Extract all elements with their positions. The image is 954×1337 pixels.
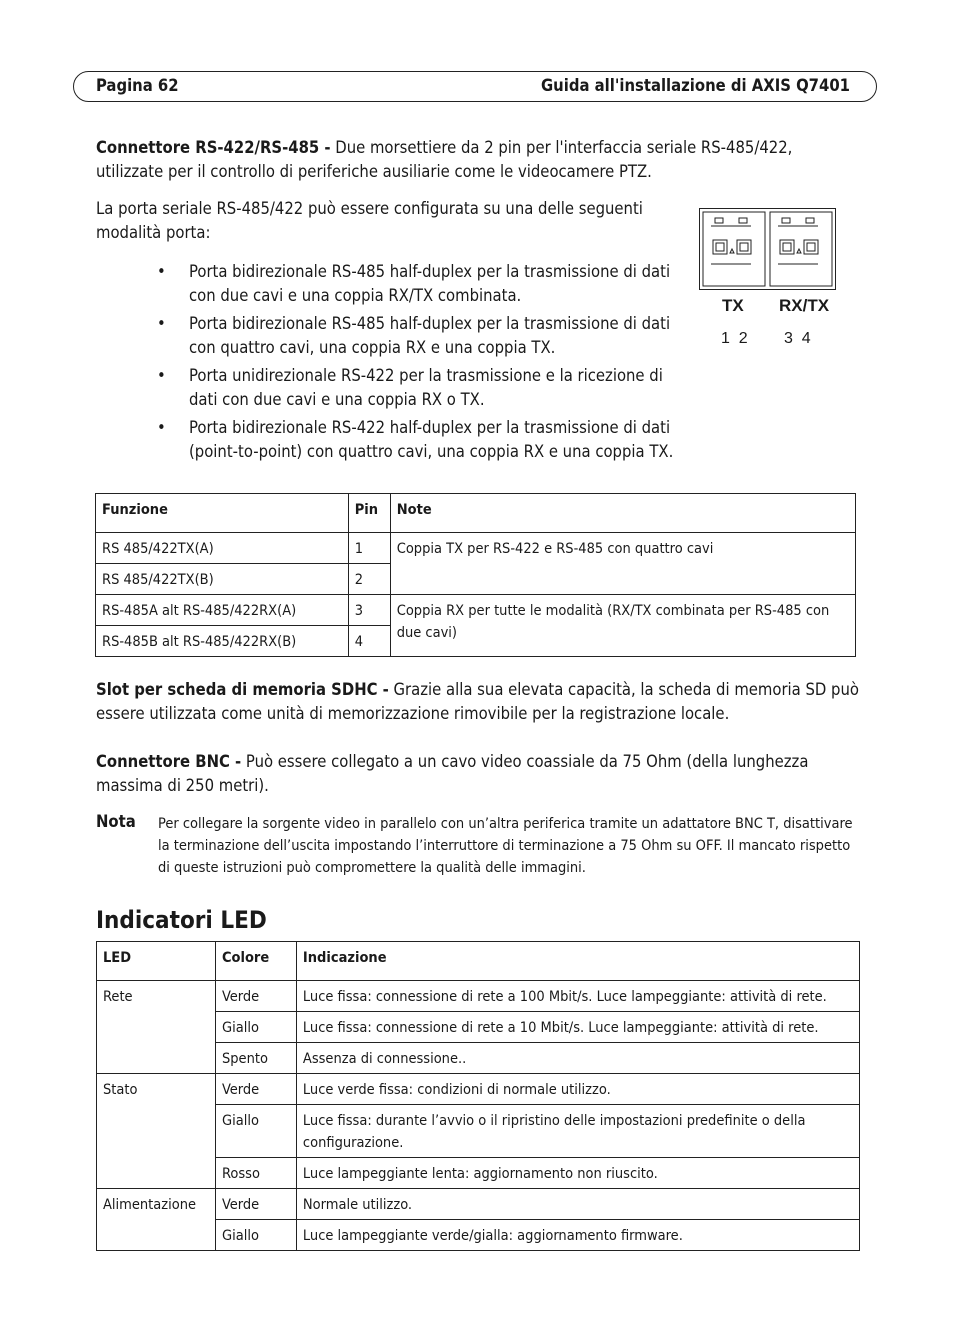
port-modes-list — [157, 260, 687, 468]
colore-cell: Giallo — [215, 1105, 296, 1158]
sdhc-paragraph — [96, 678, 861, 726]
note-label: Nota — [96, 812, 136, 831]
colore-cell: Rosso — [215, 1158, 296, 1189]
page-number: Pagina 62 — [96, 76, 179, 95]
led-cell: Rete — [97, 981, 216, 1074]
colore-cell: Giallo — [215, 1220, 296, 1251]
rxtx-label: RX/TX — [779, 296, 830, 315]
funzione-cell: RS 485/422TX(A) — [96, 533, 349, 564]
colore-cell: Giallo — [215, 1012, 296, 1043]
table-header: Funzione — [96, 494, 349, 533]
tx-label: TX — [722, 296, 744, 315]
table-row — [97, 1074, 860, 1105]
pin-cell: 2 — [348, 564, 390, 595]
colore-cell: Verde — [215, 1074, 296, 1105]
table-header: Pin — [348, 494, 390, 533]
table-row — [96, 533, 856, 564]
table-header: Indicazione — [296, 942, 859, 981]
note-cell: Coppia RX per tutte le modalità (RX/TX combinata per RS-485 con due cavi) — [390, 595, 855, 657]
indicazione-cell: Luce lampeggiante verde/gialla: aggiornamento firmware. — [296, 1220, 859, 1251]
bnc-paragraph — [96, 750, 856, 798]
list-item: • Porta bidirezionale RS-485 half-duplex per la trasmissione di dati con quattro cavi, una coppia RX e una coppia TX. — [157, 312, 687, 360]
terminal-block-tx — [711, 218, 751, 264]
pin-numbers-tx: 1 2 — [721, 330, 748, 347]
table-header: Colore — [215, 942, 296, 981]
colore-cell: Verde — [215, 1189, 296, 1220]
section-title: Indicatori LED — [96, 906, 267, 934]
colore-cell: Verde — [215, 981, 296, 1012]
led-table — [96, 941, 860, 1251]
sdhc-title: Slot per scheda di memoria SDHC - — [96, 680, 389, 699]
terminal-block-diagram — [699, 208, 836, 290]
list-item: • Porta bidirezionale RS-485 half-duplex per la trasmissione di dati con due cavi e una coppia RX/TX combinata. — [157, 260, 687, 308]
indicazione-cell: Luce fissa: connessione di rete a 10 Mbit/s. Luce lampeggiante: attività di rete. — [296, 1012, 859, 1043]
pin-cell: 4 — [348, 626, 390, 657]
colore-cell: Spento — [215, 1043, 296, 1074]
pin-table — [95, 493, 856, 657]
table-row — [97, 1189, 860, 1220]
led-cell: Alimentazione — [97, 1189, 216, 1251]
funzione-cell: RS 485/422TX(B) — [96, 564, 349, 595]
rs-connector-text: Due morsettiere da 2 pin per l'interfaccia seriale RS-485/422, utilizzate per il controllo di periferiche ausiliarie come le videocamere PTZ. — [96, 138, 793, 181]
rs-connector-paragraph — [96, 136, 836, 184]
bnc-title: Connettore BNC - — [96, 752, 242, 771]
indicazione-cell: Luce fissa: connessione di rete a 100 Mbit/s. Luce lampeggiante: attività di rete. — [296, 981, 859, 1012]
rs-connector-title: Connettore RS-422/RS-485 - — [96, 138, 331, 157]
terminal-block-rxtx — [778, 218, 818, 264]
note-cell: Coppia TX per RS-422 e RS-485 con quattro cavi — [390, 533, 855, 595]
list-item: • Porta unidirezionale RS-422 per la trasmissione e la ricezione di dati con due cavi e una coppia RX o TX. — [157, 364, 687, 412]
table-row — [96, 595, 856, 626]
table-row — [97, 981, 860, 1012]
sdhc-text: Grazie alla sua elevata capacità, la scheda di memoria SD può essere utilizzata come unità di memorizzazione rimovibile per la registrazione locale. — [96, 680, 859, 723]
indicazione-cell: Normale utilizzo. — [296, 1189, 859, 1220]
indicazione-cell: Luce fissa: durante l’avvio o il ripristino delle impostazioni predefinite o della configurazione. — [296, 1105, 859, 1158]
funzione-cell: RS-485A alt RS-485/422RX(A) — [96, 595, 349, 626]
serial-port-intro: La porta seriale RS-485/422 può essere configurata su una delle seguenti modalità porta: — [96, 199, 643, 242]
indicazione-cell: Assenza di connessione.. — [296, 1043, 859, 1074]
list-item: • Porta bidirezionale RS-422 half-duplex per la trasmissione di dati (point-to-point) con quattro cavi, una coppia RX e una coppia TX. — [157, 416, 687, 464]
funzione-cell: RS-485B alt RS-485/422RX(B) — [96, 626, 349, 657]
pin-cell: 1 — [348, 533, 390, 564]
guide-title: Guida all'installazione di AXIS Q7401 — [541, 76, 850, 95]
pin-numbers-rxtx: 3 4 — [784, 330, 811, 347]
pin-cell: 3 — [348, 595, 390, 626]
led-cell: Stato — [97, 1074, 216, 1189]
indicazione-cell: Luce verde fissa: condizioni di normale utilizzo. — [296, 1074, 859, 1105]
table-header: LED — [97, 942, 216, 981]
bnc-text: Può essere collegato a un cavo video coassiale da 75 Ohm (della lunghezza massima di 250 metri). — [96, 752, 809, 795]
indicazione-cell: Luce lampeggiante lenta: aggiornamento non riuscito. — [296, 1158, 859, 1189]
table-header: Note — [390, 494, 855, 533]
note-text: Per collegare la sorgente video in parallelo con un’altra periferica tramite un adattatore BNC T, disattivare la terminazione dell’uscita impostando l’interruttore di terminazione a 75 Ohm su OFF. Il mancato rispetto di queste istruzioni può compromettere la qualità delle immagini. — [158, 816, 853, 876]
